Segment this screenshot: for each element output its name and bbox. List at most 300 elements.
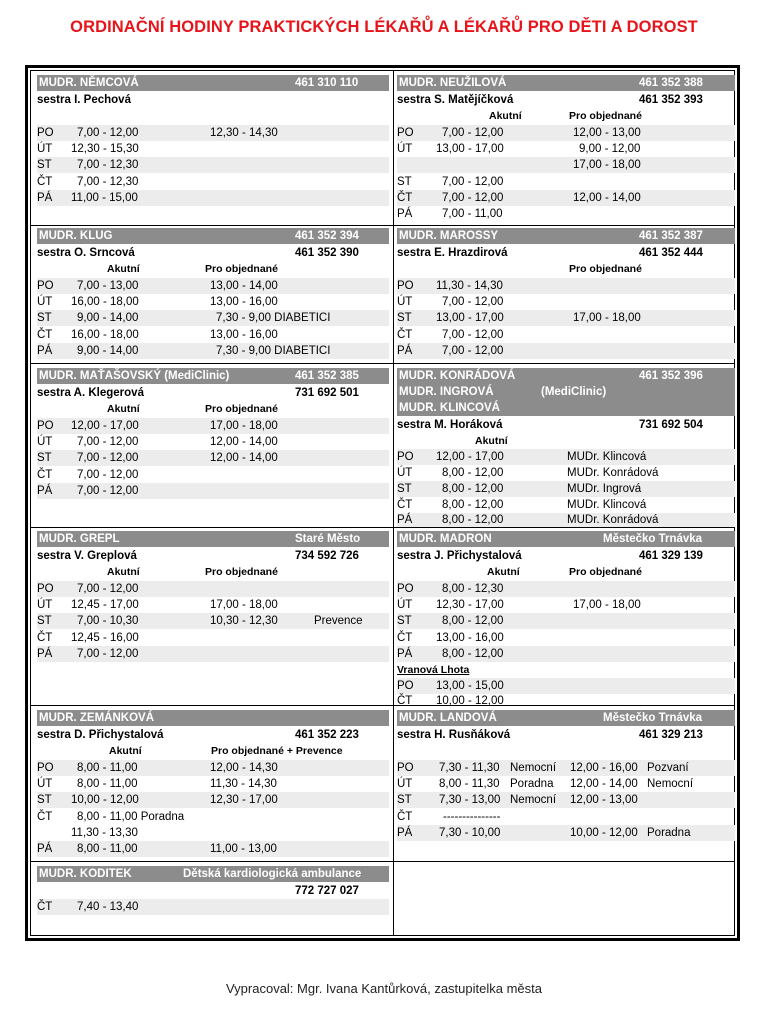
day: PO [37, 127, 54, 139]
day: ÚT [37, 143, 53, 155]
hours-acute: 13,00 - 15,00 [436, 680, 504, 692]
nurse-row [37, 245, 389, 261]
doctor-header [397, 531, 735, 547]
column-labels [37, 743, 389, 759]
hours-ordered: 17,00 - 18,00 [210, 599, 278, 611]
hours-acute: 7,00 - 12,00 [77, 648, 139, 660]
day: ÚT [397, 778, 413, 790]
schedule-row [397, 630, 735, 646]
clinic-name: (MediClinic) [541, 386, 607, 398]
day: PÁ [37, 345, 53, 357]
label-ordered: Pro objednané [569, 110, 642, 122]
hours-acute: 7,00 - 12,00 [77, 436, 139, 448]
column-labels [37, 401, 389, 417]
doctor-on-duty: MUDr. Konrádová [567, 467, 659, 479]
schedule-row [397, 343, 735, 359]
block-madron [394, 528, 733, 705]
day: PO [37, 762, 54, 774]
day: PÁ [37, 843, 53, 855]
hours-acute: 12,00 - 17,00 [436, 451, 504, 463]
hours-acute: 8,00 - 12,00 [442, 483, 504, 495]
label-ordered: Pro objednané [205, 566, 278, 578]
column-labels [37, 564, 389, 580]
doctor-header [37, 75, 389, 91]
hours-acute: 9,00 - 14,00 [77, 312, 139, 324]
doctor-on-duty: MUDr. Ingrová [567, 483, 642, 495]
hours-acute: 11,30 - 13,30 [71, 827, 138, 839]
hours-acute: 7,00 - 12,00 [442, 176, 504, 188]
block-neuzilova [394, 71, 733, 225]
nurse-name: sestra O. Srncová [37, 247, 135, 259]
nurse-row [37, 385, 389, 401]
label-acute: Akutní [107, 403, 140, 415]
schedule-row [397, 141, 735, 157]
hours-first: 8,00 - 11,30 [439, 778, 500, 790]
nurse-name: sestra S. Matějíčková [397, 94, 514, 106]
doctor-header [397, 368, 735, 416]
schedule-row [397, 449, 735, 465]
day: ČT [37, 811, 53, 823]
day: PÁ [397, 648, 413, 660]
day: ÚT [37, 436, 53, 448]
hours-ordered: 9,00 - 12,00 [579, 143, 641, 155]
hours-acute: 7,00 - 12,30 [77, 159, 139, 171]
doctor-name: MUDR. MADRON [399, 533, 492, 545]
doctor-phone: 461 352 396 [639, 370, 703, 382]
doctor-phone: 461 352 385 [295, 370, 359, 382]
block-grepl [31, 528, 393, 705]
day: PO [37, 280, 54, 292]
day: ÚT [397, 143, 413, 155]
schedule-row [37, 825, 389, 841]
nurse-row [397, 548, 735, 564]
column-labels [397, 564, 735, 580]
day: ST [37, 452, 52, 464]
hours-ordered: 17,00 - 18,00 [573, 599, 641, 611]
schedule-row [397, 581, 735, 597]
hours-first: --------------- [443, 811, 501, 823]
note: Poradna [510, 778, 554, 790]
hours-ordered: 13,00 - 16,00 [210, 329, 278, 341]
doctor-name: MUDR. MAŤAŠOVSKÝ (MediClinic) [39, 370, 230, 382]
nurse-phone: 731 692 504 [639, 419, 703, 431]
phone-row [37, 883, 389, 899]
hours-ordered: 13,00 - 16,00 [210, 296, 278, 308]
nurse-row [397, 417, 735, 433]
schedule-row [37, 174, 389, 190]
schedule-row [37, 760, 389, 776]
day: ST [37, 615, 52, 627]
schedule-row [397, 497, 735, 513]
hours-ordered: 17,00 - 18,00 [573, 159, 641, 171]
hours-acute: 12,00 - 17,00 [71, 420, 139, 432]
doctor-name: MUDR. NĚMCOVÁ [39, 77, 139, 89]
doctor-name: MUDR. GREPL [39, 533, 120, 545]
schedule-row [397, 294, 735, 310]
hours-acute: 8,00 - 11,00 Poradna [77, 811, 185, 823]
schedule-row [397, 678, 735, 694]
schedule-row [397, 190, 735, 206]
schedule-row [397, 513, 735, 527]
hours-acute: 13,00 - 17,00 [436, 312, 504, 324]
schedule-row [37, 581, 389, 597]
day: ST [37, 159, 52, 171]
block-marossy [394, 226, 733, 363]
schedule-table [25, 65, 740, 941]
hours-acute: 7,00 - 12,00 [442, 296, 504, 308]
day: PO [397, 680, 414, 692]
day: ČT [37, 176, 53, 188]
hours-ordered: 12,30 - 17,00 [210, 794, 278, 806]
doctor-name: MUDR. INGROVÁ [399, 386, 494, 398]
branch-name: Vranová Lhota [397, 664, 470, 676]
department: Dětská kardiologická ambulance [183, 868, 362, 880]
schedule-row [397, 597, 735, 613]
doctor-name: MUDR. KONRÁDOVÁ [399, 370, 516, 382]
block-klug [31, 226, 393, 363]
label-ordered: Pro objednané [569, 263, 642, 275]
doctor-phone: 461 310 110 [295, 77, 359, 89]
schedule-row [37, 310, 389, 326]
hours-ordered: 7,30 - 9,00 DIABETICI [216, 345, 331, 357]
day: ČT [397, 499, 413, 511]
day: ÚT [37, 599, 53, 611]
doctor-name: MUDR. KLUG [39, 230, 113, 242]
day: ÚT [397, 599, 413, 611]
schedule-row [37, 294, 389, 310]
schedule-row [397, 174, 735, 190]
nurse-phone: 731 692 501 [295, 387, 359, 399]
doctor-phone: 461 352 387 [639, 230, 703, 242]
doctor-on-duty: MUDr. Klincová [567, 499, 647, 511]
schedule-row [397, 646, 735, 662]
page-title: ORDINAČNÍ HODINY PRAKTICKÝCH LÉKAŘŮ A LÉKAŘŮ PRO DĚTI A DOROST [70, 18, 698, 36]
doctor-name: MUDR. KODITEK [39, 868, 132, 880]
hours-second: 12,00 - 14,00 [570, 778, 638, 790]
hours-second: 12,00 - 13,00 [570, 794, 638, 806]
schedule-row [397, 694, 735, 705]
schedule-row [37, 483, 389, 499]
hours-first: 7,30 - 10,00 [439, 827, 501, 839]
doctor-header [397, 75, 735, 91]
doctor-header [37, 866, 389, 882]
nurse-name: sestra V. Greplová [37, 550, 137, 562]
nurse-phone: 461 329 139 [639, 550, 703, 562]
hours-acute: 7,00 - 12,00 [77, 469, 139, 481]
day: ST [397, 483, 412, 495]
hours-acute: 7,00 - 12,00 [77, 485, 139, 497]
schedule-row [37, 630, 389, 646]
hours-ordered: 13,00 - 14,00 [210, 280, 278, 292]
hours-acute: 7,00 - 13,00 [77, 280, 139, 292]
branch-label [397, 662, 735, 678]
location: Staré Město [295, 533, 361, 545]
hours-acute: 9,00 - 14,00 [77, 345, 139, 357]
block-zemankova [31, 706, 393, 861]
hours-acute: 11,30 - 14,30 [436, 280, 503, 292]
schedule-row [397, 125, 735, 141]
day: ČT [37, 901, 53, 913]
schedule-row [37, 899, 389, 915]
day: PO [37, 583, 54, 595]
doctor-name: MUDR. KLINCOVÁ [399, 402, 500, 414]
schedule-row [37, 418, 389, 434]
location: Městečko Trnávka [603, 533, 703, 545]
nurse-row [397, 727, 735, 743]
label-acute: Akutní [107, 263, 140, 275]
doctor-phone: 461 352 388 [639, 77, 703, 89]
hours-acute: 7,00 - 12,00 [77, 127, 139, 139]
schedule-row [397, 206, 735, 222]
hours-ordered: 12,00 - 14,00 [210, 436, 278, 448]
nurse-phone: 461 352 390 [295, 247, 359, 259]
block-koditek [31, 862, 393, 932]
hours-first: 7,30 - 11,30 [439, 762, 500, 774]
doctor-header [37, 228, 389, 244]
day: ČT [37, 632, 53, 644]
schedule-row [37, 809, 389, 825]
schedule-row [397, 481, 735, 497]
schedule-row [397, 465, 735, 481]
schedule-row [37, 776, 389, 792]
hours-acute: 8,00 - 12,00 [442, 514, 504, 526]
hours-ordered: 12,00 - 14,30 [210, 762, 278, 774]
day: ČT [397, 192, 413, 204]
hours-acute: 12,30 - 17,00 [436, 599, 504, 611]
day: PÁ [397, 827, 413, 839]
nurse-row [37, 548, 389, 564]
day: PÁ [37, 648, 53, 660]
hours-acute: 12,30 - 15,30 [71, 143, 139, 155]
day: PÁ [37, 192, 53, 204]
block-landova [394, 706, 733, 861]
label-acute: Akutní [109, 745, 142, 757]
hours-ordered: 10,30 - 12,30 [210, 615, 278, 627]
hours-acute: 8,00 - 11,00 [77, 778, 138, 790]
hours-acute: 10,00 - 12,00 [71, 794, 139, 806]
nurse-name: sestra M. Horáková [397, 419, 503, 431]
day: PO [397, 280, 414, 292]
day: ČT [397, 695, 413, 707]
nurse-row [37, 727, 389, 743]
day: ST [397, 312, 412, 324]
nurse-row [397, 245, 735, 261]
day: PO [397, 583, 414, 595]
hours-acute: 13,00 - 16,00 [436, 632, 504, 644]
schedule-row [37, 343, 389, 359]
hours-second: 10,00 - 12,00 [570, 827, 638, 839]
nurse-name: sestra A. Klegerová [37, 387, 144, 399]
label-acute: Akutní [487, 566, 520, 578]
day: ČT [37, 469, 53, 481]
label-acute: Akutní [107, 566, 140, 578]
day: PÁ [37, 485, 53, 497]
location: Městečko Trnávka [603, 712, 703, 724]
label-acute: Akutní [489, 110, 522, 122]
hours-acute: 7,00 - 12,00 [77, 452, 139, 464]
hours-ordered: 12,00 - 14,00 [210, 452, 278, 464]
day: ÚT [397, 296, 413, 308]
hours-acute: 7,00 - 12,00 [442, 127, 504, 139]
hours-acute: 7,00 - 12,00 [442, 329, 504, 341]
nurse-row [397, 92, 735, 108]
schedule-row [37, 434, 389, 450]
label-acute: Akutní [475, 435, 508, 447]
schedule-row [397, 310, 735, 326]
schedule-row [37, 841, 389, 857]
schedule-row [37, 327, 389, 343]
schedule-row [397, 613, 735, 629]
note: Nemocní [647, 778, 694, 790]
hours-acute: 7,00 - 12,30 [77, 176, 139, 188]
nurse-phone: 461 352 393 [639, 94, 703, 106]
schedule-row [37, 125, 389, 141]
hours-acute: 7,00 - 12,00 [442, 345, 504, 357]
schedule-row [37, 646, 389, 662]
doctor-on-duty: MUDr. Klincová [567, 451, 647, 463]
hours-acute: 7,00 - 11,00 [442, 208, 503, 220]
schedule-row [397, 327, 735, 343]
label-ordered: Pro objednané [205, 263, 278, 275]
doctor-header [37, 368, 389, 384]
hours-acute: 7,00 - 10,30 [77, 615, 139, 627]
schedule-row [397, 776, 735, 792]
schedule-row [37, 597, 389, 613]
hours-first: 7,30 - 13,00 [439, 794, 501, 806]
day: PO [397, 127, 414, 139]
day: PÁ [397, 345, 413, 357]
hours-acute: 13,00 - 17,00 [436, 143, 504, 155]
hours-acute: 8,00 - 12,00 [442, 615, 504, 627]
hours-ordered: 12,30 - 14,30 [210, 127, 278, 139]
note: Nemocní [510, 794, 557, 806]
hours-ordered: 17,00 - 18,00 [210, 420, 278, 432]
note: Pozvaní [647, 762, 689, 774]
schedule-row [397, 792, 735, 808]
hours-acute: 8,00 - 12,00 [442, 648, 504, 660]
hours-acute: 11,00 - 15,00 [71, 192, 138, 204]
note: Nemocní [510, 762, 557, 774]
day: PÁ [397, 208, 413, 220]
day: ST [37, 312, 52, 324]
day: ÚT [37, 296, 53, 308]
block-matasovsky [31, 364, 393, 527]
doctor-phone: 461 352 394 [295, 230, 359, 242]
hours-acute: 8,00 - 12,00 [442, 499, 504, 511]
nurse-phone: 461 352 444 [639, 247, 703, 259]
nurse-name: sestra J. Přichystalová [397, 550, 522, 562]
day: ST [397, 794, 412, 806]
day: ST [397, 615, 412, 627]
doctor-name: MUDR. MAROSSY [399, 230, 499, 242]
hours-acute: 7,00 - 12,00 [442, 192, 504, 204]
schedule-row [37, 278, 389, 294]
hours-ordered: 12,00 - 14,00 [573, 192, 641, 204]
doctor-header [397, 710, 735, 726]
hours-ordered: 7,30 - 9,00 DIABETICI [216, 312, 331, 324]
column-labels [397, 433, 735, 449]
schedule-row [397, 825, 735, 841]
hours-ordered: 17,00 - 18,00 [573, 312, 641, 324]
hours-ordered: 12,00 - 13,00 [573, 127, 641, 139]
day: ČT [397, 632, 413, 644]
schedule-row [37, 613, 389, 629]
hours-acute: 8,00 - 12,00 [442, 467, 504, 479]
day: PO [397, 762, 414, 774]
doctor-name: MUDR. LANDOVÁ [399, 712, 497, 724]
hours-acute: 7,40 - 13,40 [77, 901, 139, 913]
block-nemcova [31, 71, 393, 225]
hours-acute: 12,45 - 17,00 [71, 599, 139, 611]
hours-acute: 16,00 - 18,00 [71, 329, 139, 341]
column-labels [397, 261, 735, 277]
nurse-phone: 734 592 726 [295, 550, 359, 562]
nurse-row [37, 92, 389, 108]
day: ÚT [37, 778, 53, 790]
nurse-name: sestra I. Pechová [37, 94, 131, 106]
nurse-name: sestra D. Přichystalová [37, 729, 164, 741]
day: PO [37, 420, 54, 432]
footer-author: Vypracoval: Mgr. Ivana Kantůrková, zastupitelka města [225, 981, 542, 996]
doctor-name: MUDR. ZEMÁNKOVÁ [39, 712, 154, 724]
hours-acute: 7,00 - 12,00 [77, 583, 139, 595]
day: ST [397, 176, 412, 188]
doctor-on-duty: MUDr. Konrádová [567, 514, 659, 526]
doctor-header [37, 710, 389, 726]
nurse-name: sestra E. Hrazdirová [397, 247, 508, 259]
label-ordered: Pro objednané [205, 403, 278, 415]
doctor-phone: 772 727 027 [295, 885, 359, 897]
schedule-row [397, 760, 735, 776]
doctor-name: MUDR. NEUŽILOVÁ [399, 77, 507, 89]
label-ordered-prevention: Pro objednané + Prevence [211, 745, 343, 757]
hours-acute: 12,45 - 16,00 [71, 632, 139, 644]
day: ÚT [397, 467, 413, 479]
nurse-phone: 461 329 213 [639, 729, 703, 741]
day: ST [37, 794, 52, 806]
note: Prevence [314, 615, 363, 627]
hours-acute: 8,00 - 11,00 [77, 843, 138, 855]
nurse-phone: 461 352 223 [295, 729, 359, 741]
day: PÁ [397, 514, 413, 526]
day: ČT [397, 329, 413, 341]
note: Poradna [647, 827, 691, 839]
hours-acute: 16,00 - 18,00 [71, 296, 139, 308]
schedule-row [37, 190, 389, 206]
block-konradova [394, 364, 733, 527]
label-ordered: Pro objednané [569, 566, 642, 578]
hours-acute: 10,00 - 12,00 [436, 695, 504, 707]
schedule-row [37, 450, 389, 466]
hours-acute: 8,00 - 12,30 [442, 583, 504, 595]
schedule-row [37, 467, 389, 483]
doctor-header [37, 531, 389, 547]
schedule-row [37, 157, 389, 173]
column-labels [397, 108, 735, 124]
schedule-row [397, 809, 735, 825]
hours-acute: 8,00 - 11,00 [77, 762, 138, 774]
schedule-row [37, 792, 389, 808]
column-labels [37, 261, 389, 277]
day: ČT [397, 811, 413, 823]
day: PO [397, 451, 414, 463]
doctor-header [397, 228, 735, 244]
nurse-name: sestra H. Rusňáková [397, 729, 511, 741]
schedule-row [37, 141, 389, 157]
day: ČT [37, 329, 53, 341]
schedule-row [397, 157, 735, 173]
hours-ordered: 11,30 - 14,30 [210, 778, 277, 790]
